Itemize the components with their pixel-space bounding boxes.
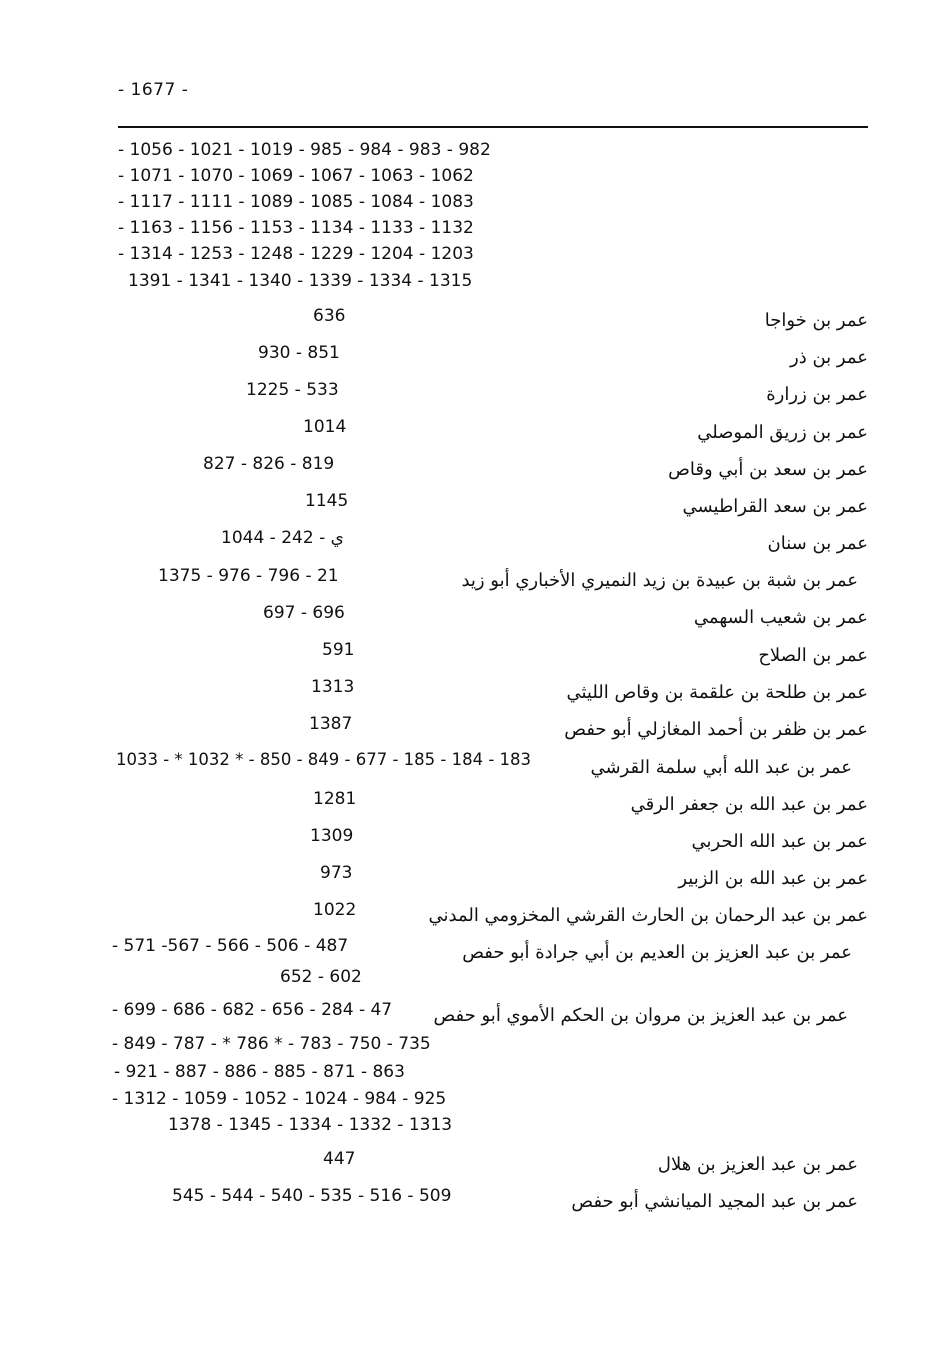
index-entry-name: عمر بن سعد بن أبي وقاص: [668, 459, 868, 480]
continuation-line: - 1056 - 1021 - 1019 - 985 - 984 - 983 - 982: [118, 140, 491, 160]
index-entry-pages: 447: [323, 1149, 356, 1169]
index-entry-pages: 1281: [313, 789, 357, 809]
index-entry-pages: 1225 - 533: [246, 380, 339, 400]
index-entry-name: عمر بن زرارة: [766, 384, 868, 405]
index-entry-name: عمر بن عبد الله بن جعفر الرقي: [630, 794, 868, 815]
index-entry-pages: 636: [313, 306, 346, 326]
index-entry-pages: 1145: [305, 491, 349, 511]
continuation-line: - 1117 - 1111 - 1089 - 1085 - 1084 - 1083: [118, 192, 474, 212]
index-entry-name: عمر بن عبد الله الحربي: [691, 831, 868, 852]
index-entry-pages: 1375 - 976 - 796 - 21: [158, 566, 339, 586]
index-entry-pages: 1378 - 1345 - 1334 - 1332 - 1313: [168, 1115, 453, 1135]
index-entry-name: عمر بن عبد العزيز بن هلال: [657, 1154, 858, 1175]
index-entry-pages: ي - 242 - 1044: [221, 528, 344, 548]
index-entry-name: عمر بن طلحة بن علقمة بن وقاص الليثي: [566, 682, 868, 703]
index-entry-pages: - 849 - 787 - * 786 * - 783 - 750 - 735: [112, 1034, 431, 1054]
index-entry-name: عمر بن زريق الموصلي: [697, 422, 868, 443]
index-entry-name: عمر بن عبد العزيز بن العديم بن أبي جرادة أبو حفص: [462, 942, 852, 963]
index-entry-name: عمر بن خواجا: [764, 310, 868, 331]
index-entry-pages: 545 - 544 - 540 - 535 - 516 - 509: [172, 1186, 452, 1206]
index-entry-name: عمر بن سعد القراطيسي: [682, 496, 868, 517]
index-entry-pages: 1033 - * 1032 * - 850 - 849 - 677 - 185 - 184 - 183: [116, 750, 532, 769]
index-entry-name: عمر بن شبة بن عبيدة بن زيد النميري الأخباري أبو زيد: [461, 570, 858, 591]
index-entry-pages: - 571 -567 - 566 - 506 - 487: [112, 936, 349, 956]
index-entry-name: عمر بن ذر: [790, 347, 868, 368]
index-entry-name: عمر بن عبد المجيد الميانشي أبو حفص: [571, 1191, 858, 1212]
index-entry-name: عمر بن الصلاح: [758, 645, 868, 666]
index-entry-name: عمر بن عبد العزيز بن مروان بن الحكم الأموي أبو حفص: [433, 1005, 848, 1026]
page-number: - 1677 -: [118, 80, 189, 100]
continuation-line: - 1071 - 1070 - 1069 - 1067 - 1063 - 1062: [118, 166, 474, 186]
index-entry-pages: 930 - 851: [258, 343, 340, 363]
index-entry-pages: 1387: [309, 714, 353, 734]
index-entry-name: عمر بن عبد الرحمان بن الحارث القرشي المخزومي المدني: [428, 905, 868, 926]
continuation-line: 1391 - 1341 - 1340 - 1339 - 1334 - 1315: [128, 271, 473, 291]
index-entry-name: عمر بن شعيب السهمي: [693, 607, 868, 628]
index-entry-pages: - 699 - 686 - 682 - 656 - 284 - 47: [112, 1000, 393, 1020]
index-entry-pages: 973: [320, 863, 353, 883]
index-entry-name: عمر بن عبد الله أبي سلمة القرشي: [590, 757, 852, 778]
index-entry-pages: 827 - 826 - 819: [203, 454, 335, 474]
continuation-line: - 1314 - 1253 - 1248 - 1229 - 1204 - 1203: [118, 244, 474, 264]
index-entry-pages: 697 - 696: [263, 603, 345, 623]
index-entry-pages: - 1312 - 1059 - 1052 - 1024 - 984 - 925: [112, 1089, 447, 1109]
index-entry-pages: 591: [322, 640, 355, 660]
continuation-line: - 1163 - 1156 - 1153 - 1134 - 1133 - 1132: [118, 218, 474, 238]
index-entry-pages: 1014: [303, 417, 347, 437]
index-entry-pages: 1022: [313, 900, 357, 920]
index-entry-name: عمر بن ظفر بن أحمد المغازلي أبو حفص: [564, 719, 868, 740]
index-entry-pages: 1309: [310, 826, 354, 846]
index-entry-name: عمر بن عبد الله بن الزبير: [678, 868, 868, 889]
index-entry-name: عمر بن سنان: [767, 533, 868, 554]
index-entry-pages: 652 - 602: [280, 967, 362, 987]
header-rule: [118, 126, 868, 128]
index-entry-pages: 1313: [311, 677, 355, 697]
index-entry-pages: - 921 - 887 - 886 - 885 - 871 - 863: [114, 1062, 405, 1082]
